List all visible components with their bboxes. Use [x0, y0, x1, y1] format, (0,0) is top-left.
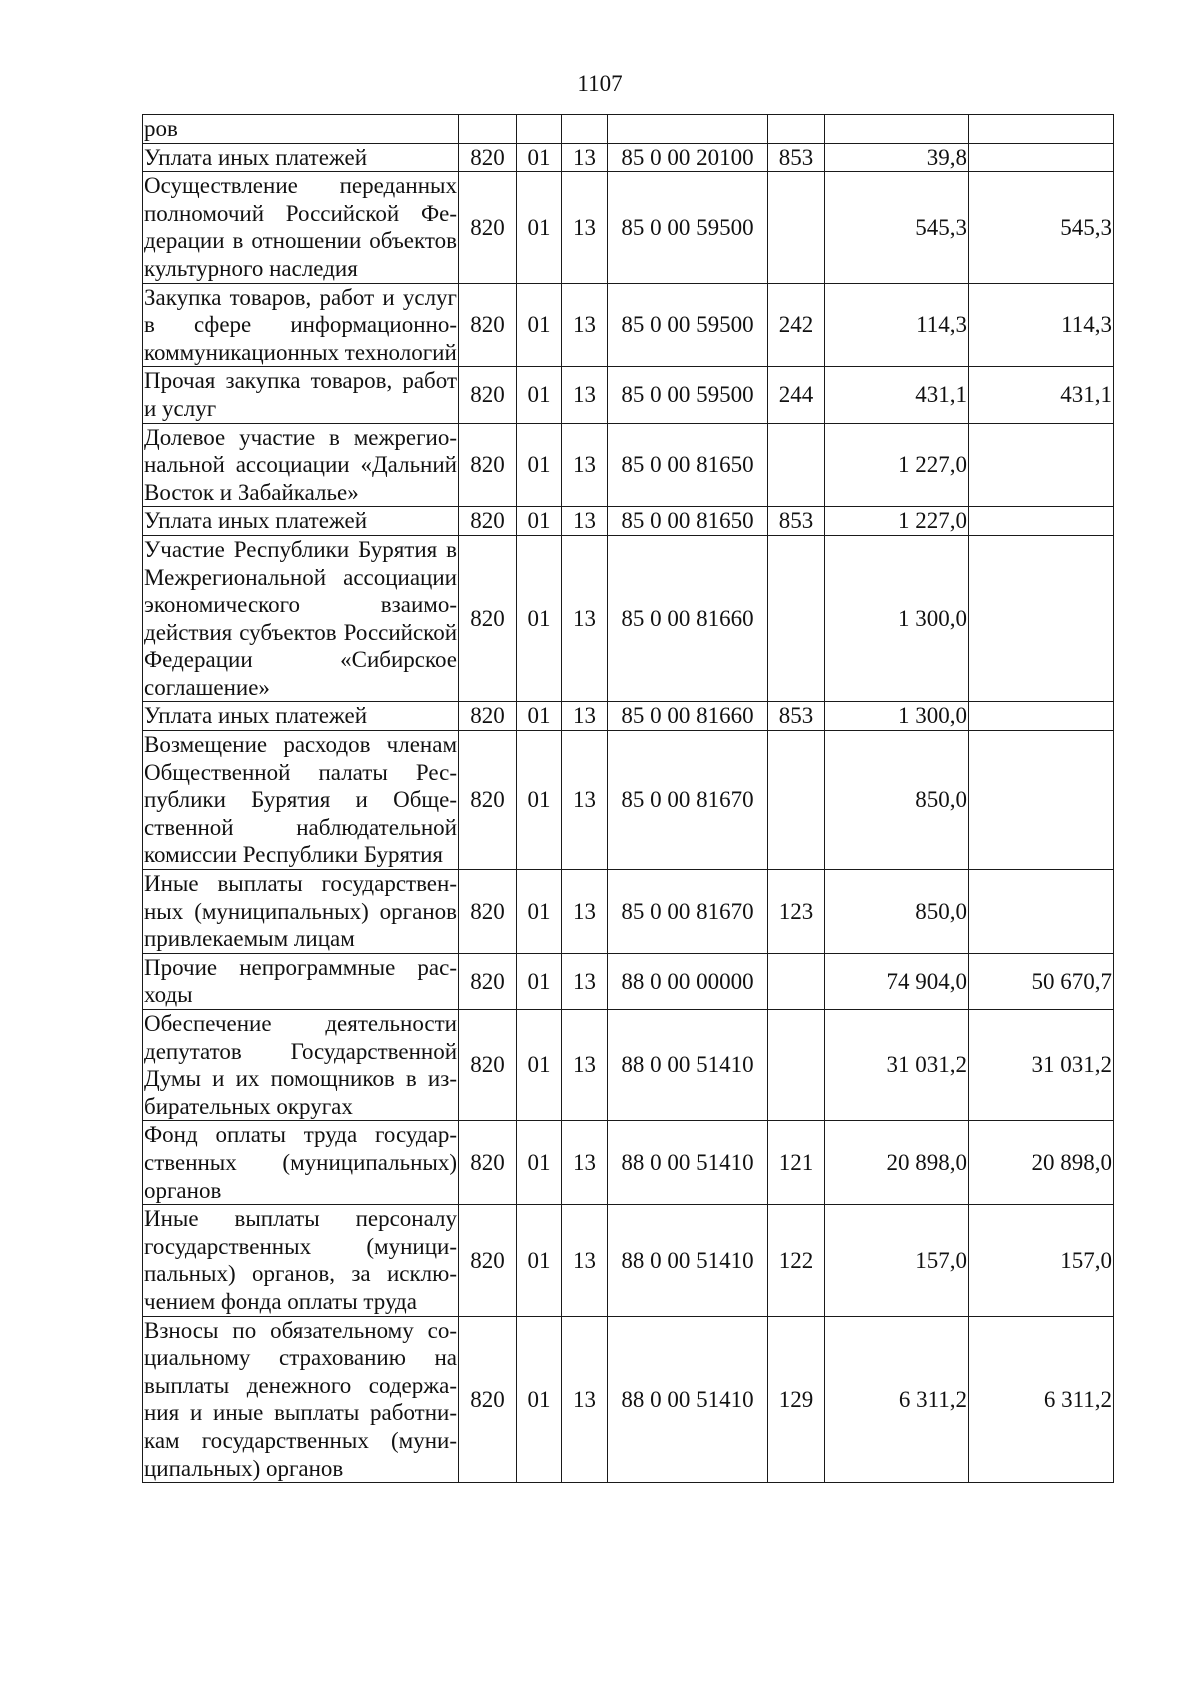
expense-type-cell: 244 [768, 367, 825, 423]
expense-type-cell [768, 172, 825, 283]
amount-second-cell [969, 115, 1114, 144]
ministry-code-cell [459, 115, 517, 144]
expense-type-cell: 853 [768, 702, 825, 731]
target-article-cell: 88 0 00 51410 [608, 1205, 768, 1316]
expense-type-cell: 129 [768, 1316, 825, 1483]
expense-type-cell: 853 [768, 143, 825, 172]
section-code-cell: 01 [517, 507, 562, 536]
expense-name-cell: Иные выплаты государственных (муниципальных) органов привлекаемым лицам [143, 870, 459, 954]
expense-type-cell [768, 423, 825, 507]
expense-name-cell: Уплата иных платежей [143, 507, 459, 536]
target-article-cell: 85 0 00 59500 [608, 172, 768, 283]
subsection-code-cell [562, 115, 608, 144]
expense-name-cell: ров [143, 115, 459, 144]
target-article-cell: 85 0 00 59500 [608, 283, 768, 367]
expense-name-cell: Взносы по обязательному социальному страхованию на выплаты денежного содержания и иные выплаты работникам государственных (муниципальных) органов [143, 1316, 459, 1483]
table-row [143, 1205, 1114, 1316]
table-row [143, 423, 1114, 507]
expense-name-cell: Долевое участие в межрегиональной ассоциации «Дальний Восток и Забайкалье» [143, 423, 459, 507]
table-row [143, 535, 1114, 702]
section-code-cell: 01 [517, 283, 562, 367]
subsection-code-cell: 13 [562, 1205, 608, 1316]
ministry-code-cell: 820 [459, 172, 517, 283]
amount-second-cell: 545,3 [969, 172, 1114, 283]
amount-first-cell: 114,3 [825, 283, 969, 367]
expense-type-cell: 121 [768, 1121, 825, 1205]
expense-type-cell: 122 [768, 1205, 825, 1316]
amount-first-cell: 1 300,0 [825, 702, 969, 731]
ministry-code-cell: 820 [459, 535, 517, 702]
amount-first-cell: 431,1 [825, 367, 969, 423]
subsection-code-cell: 13 [562, 367, 608, 423]
subsection-code-cell: 13 [562, 1316, 608, 1483]
expense-type-cell [768, 1010, 825, 1121]
table-row [143, 1010, 1114, 1121]
section-code-cell: 01 [517, 953, 562, 1009]
subsection-code-cell: 13 [562, 953, 608, 1009]
amount-second-cell [969, 143, 1114, 172]
expense-type-cell: 123 [768, 870, 825, 954]
amount-second-cell: 157,0 [969, 1205, 1114, 1316]
amount-second-cell: 20 898,0 [969, 1121, 1114, 1205]
amount-second-cell [969, 423, 1114, 507]
target-article-cell: 88 0 00 00000 [608, 953, 768, 1009]
section-code-cell: 01 [517, 702, 562, 731]
section-code-cell: 01 [517, 1316, 562, 1483]
target-article-cell [608, 115, 768, 144]
target-article-cell: 88 0 00 51410 [608, 1010, 768, 1121]
expense-type-cell [768, 953, 825, 1009]
amount-first-cell: 1 227,0 [825, 507, 969, 536]
section-code-cell: 01 [517, 1205, 562, 1316]
section-code-cell [517, 115, 562, 144]
amount-first-cell [825, 115, 969, 144]
amount-second-cell: 50 670,7 [969, 953, 1114, 1009]
section-code-cell: 01 [517, 731, 562, 870]
expense-name-cell: Осуществление переданных полномочий Российской Федерации в отношении объектов культурного наследия [143, 172, 459, 283]
amount-first-cell: 20 898,0 [825, 1121, 969, 1205]
ministry-code-cell: 820 [459, 367, 517, 423]
amount-first-cell: 850,0 [825, 731, 969, 870]
target-article-cell: 85 0 00 81670 [608, 870, 768, 954]
expense-name-cell: Фонд оплаты труда государственных (муниципальных) органов [143, 1121, 459, 1205]
amount-first-cell: 850,0 [825, 870, 969, 954]
table-row [143, 1316, 1114, 1483]
subsection-code-cell: 13 [562, 507, 608, 536]
subsection-code-cell: 13 [562, 423, 608, 507]
expense-name-cell: Уплата иных платежей [143, 702, 459, 731]
ministry-code-cell: 820 [459, 702, 517, 731]
amount-first-cell: 1 227,0 [825, 423, 969, 507]
amount-second-cell: 6 311,2 [969, 1316, 1114, 1483]
subsection-code-cell: 13 [562, 1121, 608, 1205]
table-row [143, 702, 1114, 731]
expense-name-cell: Закупка товаров, работ и услуг в сфере информационно-коммуникационных технологий [143, 283, 459, 367]
ministry-code-cell: 820 [459, 1205, 517, 1316]
ministry-code-cell: 820 [459, 953, 517, 1009]
subsection-code-cell: 13 [562, 870, 608, 954]
target-article-cell: 85 0 00 81660 [608, 535, 768, 702]
subsection-code-cell: 13 [562, 702, 608, 731]
expense-name-cell: Участие Республики Бурятия в Межрегиональной ассоциации экономического взаимодействия субъектов Российской Федерации «Сибирское соглашение» [143, 535, 459, 702]
table-row [143, 870, 1114, 954]
table-row [143, 953, 1114, 1009]
subsection-code-cell: 13 [562, 731, 608, 870]
table-row [143, 283, 1114, 367]
expense-type-cell [768, 115, 825, 144]
amount-second-cell: 431,1 [969, 367, 1114, 423]
table-row [143, 143, 1114, 172]
table-row [143, 507, 1114, 536]
section-code-cell: 01 [517, 535, 562, 702]
table-row [143, 1121, 1114, 1205]
section-code-cell: 01 [517, 172, 562, 283]
amount-first-cell: 31 031,2 [825, 1010, 969, 1121]
target-article-cell: 85 0 00 81650 [608, 507, 768, 536]
target-article-cell: 85 0 00 81670 [608, 731, 768, 870]
amount-second-cell [969, 507, 1114, 536]
ministry-code-cell: 820 [459, 1121, 517, 1205]
amount-second-cell [969, 731, 1114, 870]
section-code-cell: 01 [517, 1121, 562, 1205]
expense-type-cell: 242 [768, 283, 825, 367]
target-article-cell: 88 0 00 51410 [608, 1121, 768, 1205]
target-article-cell: 85 0 00 59500 [608, 367, 768, 423]
expense-name-cell: Прочая закупка товаров, работ и услуг [143, 367, 459, 423]
amount-first-cell: 545,3 [825, 172, 969, 283]
amount-first-cell: 1 300,0 [825, 535, 969, 702]
amount-first-cell: 39,8 [825, 143, 969, 172]
expense-type-cell [768, 535, 825, 702]
section-code-cell: 01 [517, 143, 562, 172]
target-article-cell: 85 0 00 81660 [608, 702, 768, 731]
section-code-cell: 01 [517, 870, 562, 954]
amount-second-cell [969, 702, 1114, 731]
ministry-code-cell: 820 [459, 731, 517, 870]
amount-second-cell: 31 031,2 [969, 1010, 1114, 1121]
target-article-cell: 88 0 00 51410 [608, 1316, 768, 1483]
amount-first-cell: 6 311,2 [825, 1316, 969, 1483]
expense-type-cell [768, 731, 825, 870]
table-row [143, 731, 1114, 870]
amount-first-cell: 157,0 [825, 1205, 969, 1316]
ministry-code-cell: 820 [459, 1010, 517, 1121]
expense-name-cell: Возмещение расходов членам Общественной палаты Республики Бурятия и Общественной наблюдательной комиссии Республики Бурятия [143, 731, 459, 870]
expense-name-cell: Обеспечение деятельности депутатов Государственной Думы и их помощников в избирательных округах [143, 1010, 459, 1121]
ministry-code-cell: 820 [459, 1316, 517, 1483]
subsection-code-cell: 13 [562, 1010, 608, 1121]
subsection-code-cell: 13 [562, 143, 608, 172]
section-code-cell: 01 [517, 423, 562, 507]
amount-second-cell [969, 870, 1114, 954]
amount-first-cell: 74 904,0 [825, 953, 969, 1009]
ministry-code-cell: 820 [459, 507, 517, 536]
subsection-code-cell: 13 [562, 535, 608, 702]
expense-type-cell: 853 [768, 507, 825, 536]
table-row [143, 367, 1114, 423]
table-row [143, 172, 1114, 283]
section-code-cell: 01 [517, 1010, 562, 1121]
subsection-code-cell: 13 [562, 283, 608, 367]
subsection-code-cell: 13 [562, 172, 608, 283]
target-article-cell: 85 0 00 81650 [608, 423, 768, 507]
table-body [143, 115, 1114, 1483]
amount-second-cell [969, 535, 1114, 702]
expense-name-cell: Уплата иных платежей [143, 143, 459, 172]
target-article-cell: 85 0 00 20100 [608, 143, 768, 172]
table-row [143, 115, 1114, 144]
budget-table [142, 114, 1114, 1483]
page-number: 1107 [577, 71, 623, 96]
ministry-code-cell: 820 [459, 143, 517, 172]
ministry-code-cell: 820 [459, 283, 517, 367]
expense-name-cell: Прочие непрограммные расходы [143, 953, 459, 1009]
amount-second-cell: 114,3 [969, 283, 1114, 367]
ministry-code-cell: 820 [459, 423, 517, 507]
ministry-code-cell: 820 [459, 870, 517, 954]
expense-name-cell: Иные выплаты персоналу государственных (муниципальных) органов, за исключением фонда оплаты труда [143, 1205, 459, 1316]
section-code-cell: 01 [517, 367, 562, 423]
